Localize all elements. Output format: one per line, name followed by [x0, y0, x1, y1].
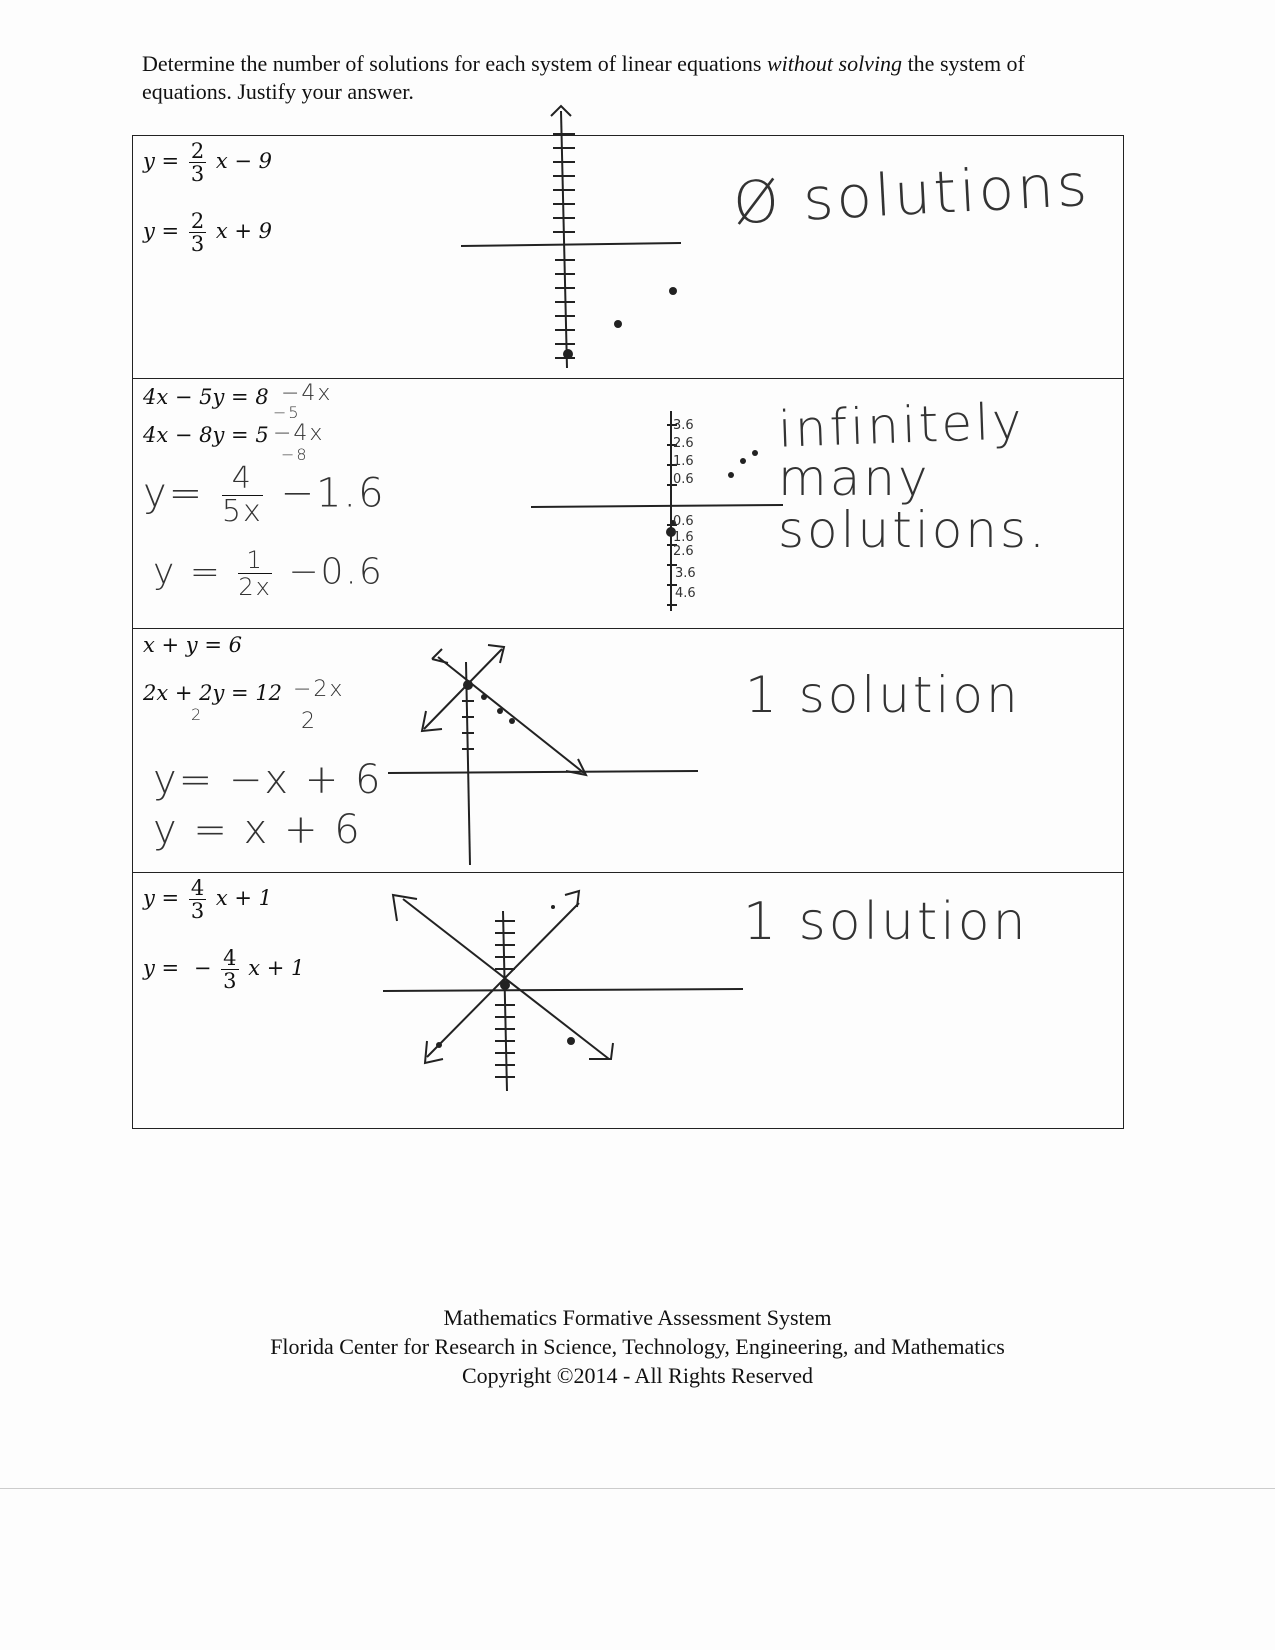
p3-divisor-1: 2: [191, 705, 204, 724]
p3-edit-1: −2x: [293, 677, 345, 702]
p2-tick-label: 4.6: [675, 586, 696, 601]
p2-tick-label: 0.6: [673, 514, 694, 529]
p3-divisor-2: 2: [301, 709, 317, 734]
p2-edit-2: −5: [273, 403, 301, 422]
p2-equation-2: 4x − 8y = 5: [143, 423, 269, 447]
p4-eq2-fraction: $\frac{4}{3}$: [223, 946, 237, 993]
p2-tick-label: 1.6: [673, 530, 694, 545]
p2-edit-1: −4x: [281, 381, 333, 406]
p3-slope-form-1: y= −x + 6: [153, 757, 383, 803]
p3-equation-1: x + y = 6: [143, 633, 242, 657]
footer-line-3: Copyright ©2014 - All Rights Reserved: [462, 1363, 813, 1388]
p2-answer-line-3: solutions.: [778, 501, 1048, 559]
p2-tick-label: 2.6: [673, 544, 694, 559]
p2-tick-label: 3.6: [675, 566, 696, 581]
p2-graph-sketch: [443, 405, 783, 615]
p2-tick-label: 3.6: [673, 418, 694, 433]
instructions-text-2: the system of equations. Justify your answer.: [142, 51, 1025, 104]
p2-edit-4: −8: [281, 445, 309, 464]
p1-eq1-fraction: $\frac{2}{3}$: [190, 139, 205, 186]
p2-equation-1: 4x − 5y = 8: [143, 385, 269, 409]
p1-equation-1: y = $\frac{2}{3}$ x − 9: [143, 139, 273, 186]
p4-equation-1: y = $\frac{4}{3}$ x + 1: [143, 876, 273, 923]
problem-row-3: [133, 629, 1123, 873]
p2-tick-label: 1.6: [673, 454, 694, 469]
p2-answer-line-1: infinitely: [777, 392, 1026, 459]
problems-table: [132, 135, 1124, 1129]
p3-answer: 1 solution: [745, 666, 1021, 724]
p2-slope-form-2: y = $\frac{1}{2x}$ −0.6: [153, 546, 384, 601]
p2-tick-label: 0.6: [673, 472, 694, 487]
p4-eq1-fraction: $\frac{4}{3}$: [190, 876, 205, 923]
p1-equation-2: y = $\frac{2}{3}$ x + 9: [143, 209, 273, 256]
p2-tick-labels: [671, 419, 731, 619]
p2-tick-label: 2.6: [673, 436, 694, 451]
p3-equation-2: 2x + 2y = 12: [143, 681, 283, 705]
p4-graph-sketch: [383, 881, 763, 1101]
p3-graph-sketch: [388, 637, 758, 867]
p2-answer: [777, 392, 1048, 559]
problem-row-4: [133, 873, 1123, 1130]
footer-line-1: Mathematics Formative Assessment System: [443, 1305, 832, 1330]
instructions-emphasis: without solving: [767, 51, 903, 76]
problem-row-2: [133, 379, 1123, 629]
scan-edge-line: [0, 1488, 1275, 1489]
p4-equation-2: y = − $\frac{4}{3}$ x + 1: [143, 946, 305, 993]
p1-answer: Ø solutions: [731, 150, 1092, 238]
p4-answer: 1 solution: [743, 892, 1029, 952]
p1-graph-sketch: [303, 106, 703, 376]
p2-answer-line-2: many: [778, 448, 931, 507]
instructions: [142, 50, 1072, 106]
p1-eq2-fraction: $\frac{2}{3}$: [190, 209, 205, 256]
footer-line-2: Florida Center for Research in Science, Technology, Engineering, and Mathematics: [270, 1334, 1005, 1359]
footer: [0, 1303, 1275, 1390]
p3-slope-form-2: y = x + 6: [153, 807, 362, 853]
p2-slope-form-1: y= $\frac{4}{5x}$ −1.6: [143, 461, 386, 529]
instructions-text-1: Determine the number of solutions for each system of linear equations: [142, 51, 767, 76]
problem-row-1: [133, 136, 1123, 379]
p2-edit-3: −4x: [273, 421, 325, 446]
